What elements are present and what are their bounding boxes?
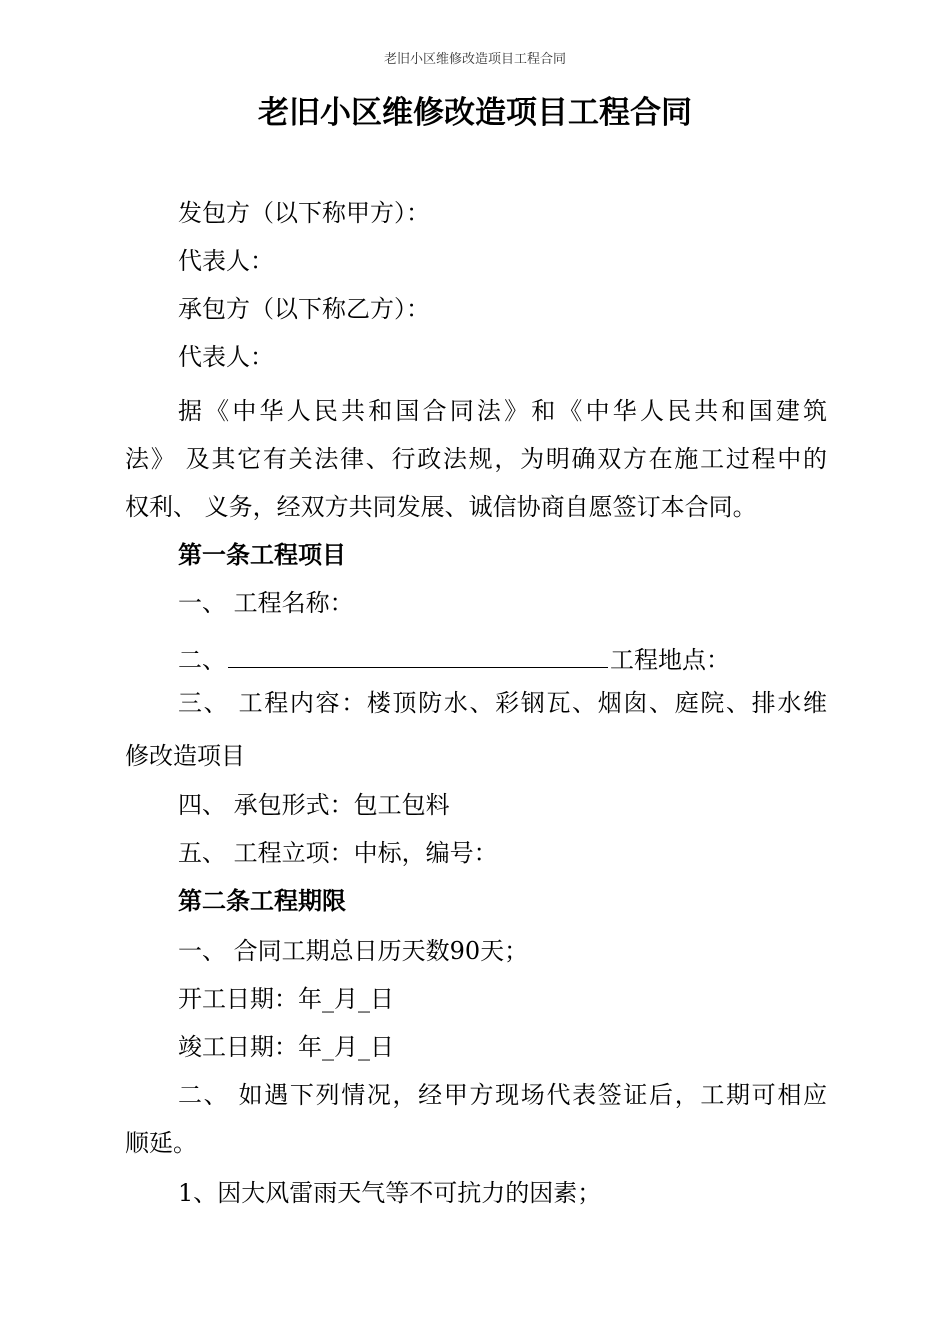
document-title: 老旧小区维修改造项目工程合同 <box>258 95 692 131</box>
article-1-item-5: 五、 工程立项：中标，编号： <box>178 839 498 867</box>
article-1-item-2-suffix: 工程地点： <box>610 646 730 674</box>
article-2-item-2-line-1: 二、 如遇下列情况，经甲方现场代表签证后，工期可相应 <box>178 1081 827 1109</box>
article-2-heading: 第二条工程期限 <box>178 886 346 915</box>
article-1-heading: 第一条工程项目 <box>178 540 346 569</box>
article-2-item-2-line-2: 顺延。 <box>125 1129 197 1157</box>
article-1-item-1: 一、 工程名称： <box>178 589 354 617</box>
article-1-item-4: 四、 承包形式：包工包料 <box>178 791 450 819</box>
start-date-line: 开工日期：年_月_日 <box>178 985 394 1013</box>
running-header: 老旧小区维修改造项目工程合同 <box>383 52 566 67</box>
contractor-rep-line: 代表人： <box>178 343 274 371</box>
blank-underline <box>228 641 608 668</box>
employer-line: 发包方（以下称甲方）： <box>178 199 430 227</box>
article-1-item-2-prefix: 二、 <box>178 646 226 674</box>
contractor-line: 承包方（以下称乙方）： <box>178 295 430 323</box>
end-date-line: 竣工日期：年_月_日 <box>178 1033 394 1061</box>
article-1-item-2 <box>178 641 730 676</box>
article-2-item-1: 一、 合同工期总日历天数90天； <box>178 937 529 965</box>
preamble-line-1: 据《中华人民共和国合同法》和《中华人民共和国建筑 <box>178 397 827 425</box>
article-1-item-3-line-1: 三、 工程内容：楼顶防水、彩钢瓦、烟囱、庭院、排水维 <box>178 689 827 717</box>
article-1-item-3-line-2: 修改造项目 <box>125 742 245 770</box>
employer-rep-line: 代表人： <box>178 247 274 275</box>
preamble-line-2: 法》 及其它有关法律、行政法规，为明确双方在施工过程中的 <box>125 445 827 473</box>
article-2-sub-item-1: 1、因大风雷雨天气等不可抗力的因素； <box>178 1179 602 1207</box>
preamble-line-3: 权利、 义务，经双方共同发展、诚信协商自愿签订本合同。 <box>125 493 757 521</box>
